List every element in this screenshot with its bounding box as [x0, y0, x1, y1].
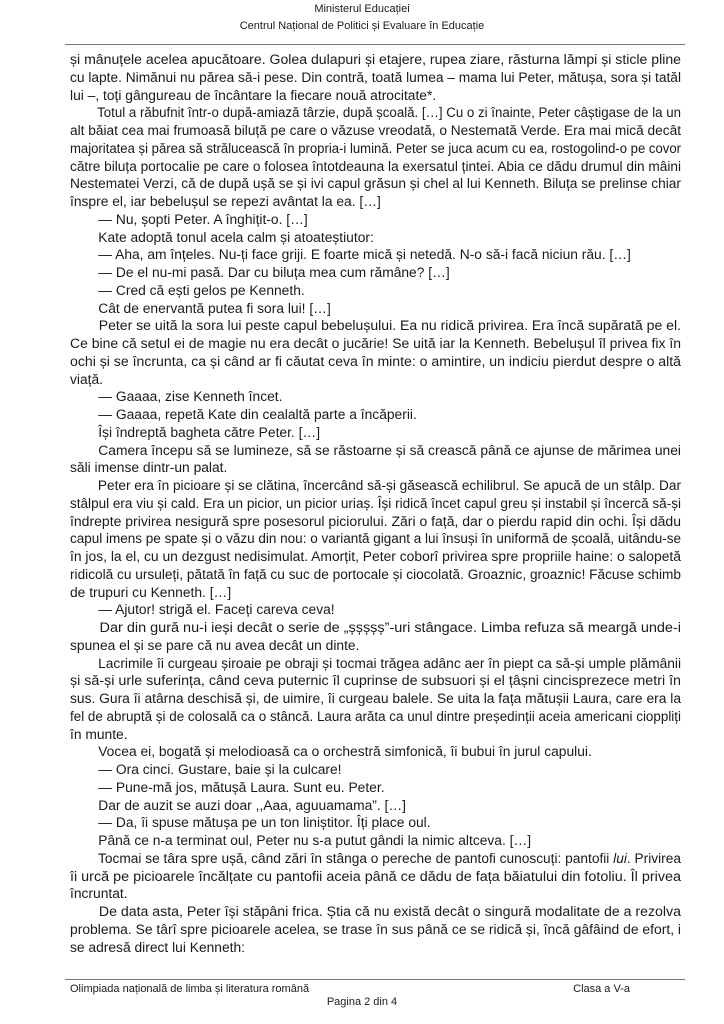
- text-line: către biluța portocalie pe care o folosea întotdeauna la exersatul țintei. Abia ce dădu drumul din mâini: [70, 158, 681, 175]
- text-line: Cât de enervantă putea fi sora lui! […]: [98, 300, 331, 317]
- text-line: majoritatea și părea să strălucească în propria-i lumină. Peter se juca acum cu ea, rostogolind-o pe covor: [70, 140, 681, 157]
- text-line: — Da, îi spuse mătușa pe un ton liniștitor. Îți place oul.: [98, 815, 431, 832]
- text-line: săli imense dintr-un palat.: [70, 460, 228, 477]
- text-line: — Gaaaa, zise Kenneth încet.: [98, 389, 283, 406]
- text-line: cu lapte. Nimănui nu părea să-i pese. Din contră, toată lumea – mama lui Peter, mătușa, sora și tatăl: [70, 69, 681, 86]
- text-line: Nestematei Verzi, că de după ușă se și ivi capul grăsun și chel al lui Kenneth. Biluța se prelinse chiar: [70, 176, 681, 193]
- footer-class: Clasa a V-a: [573, 983, 630, 995]
- text-line: viață.: [70, 371, 104, 388]
- text-line: îndrepte privirea nesigură spre posesorul piciorului. Zări o față, dar o pierdu rapid din ochi. Își dădu: [70, 513, 681, 530]
- page-number: Pagina 2 din 4: [326, 996, 398, 1008]
- text-line: spunea el și se pare că nu avea decât un dinte.: [70, 637, 360, 654]
- text-line: — Ora cinci. Gustare, baie și la culcare!: [98, 762, 342, 778]
- text-line: Peter era în picioare și se clătina, încercând să-și găsească echilibrul. Se apucă de un stâlp. Dar: [97, 478, 682, 494]
- text-line: ochi și se încrunta, ca și când ar fi căutat ceva în minte: o amintire, un indiciu pierdut despre o altă: [70, 353, 681, 370]
- text-line: problema. Se târî spre picioarele acelea, se trase în sus până ce se ridică și, încă gâfâind de efort, i: [70, 921, 681, 938]
- text-line: [70, 851, 681, 869]
- text-line: sus. Gura îi atârna deschisă și, de uimire, îi curgeau balele. Se uita la fața mătușii Laura, care era la: [70, 691, 681, 707]
- text-line: — Aha, am înțeles. Nu-ți face griji. E foarte mică și netedă. N-o să-i facă niciun rău. […]: [98, 247, 631, 264]
- text-line: ridicolă cu ursuleți, pătată în față cu suc de portocale și ciocolată. Groaznic, groaznic! Făcuse schimb: [70, 566, 681, 583]
- text-line: de trupuri cu Kenneth. […]: [70, 584, 232, 601]
- text-line: capul imens pe spate și o văzu din nou: o variantă gigant a lui însuși în uniformă de școală, uitându-se: [70, 531, 681, 548]
- text-segment: Tocmai se târa spre ușă, când zări în stânga o pereche de pantofi cunoscuți: pantofii: [98, 850, 610, 867]
- text-line: Dar de auzit se auzi doar ,,Aaa, aguuamama”. […]: [98, 797, 407, 814]
- text-line: — Gaaaa, repetă Kate din cealaltă parte a încăperii.: [98, 407, 417, 423]
- text-line: — Pune-mă jos, mătușă Laura. Sunt eu. Peter.: [98, 779, 385, 796]
- text-line: încruntat.: [70, 886, 128, 903]
- text-line: îi urcă pe picioarele încălțate cu pantofii aceia până ce dădu de fața băiatului din fotoliu. Îl privea: [70, 868, 681, 885]
- text-line: și mânuțele acelea apucătoare. Golea dulapuri și etajere, rupea ziare, răsturna lămpi și sticle pline: [70, 52, 681, 68]
- text-line: și să-și urle suferința, când ceva puternic îl cuprinse de subsuori și el țâșni cincisprezece metri în: [70, 673, 681, 690]
- header-divider: [65, 44, 685, 45]
- text-line: fel de abruptă și de colosală ca o stâncă. Laura arăta ca unul dintre președinții aceia americani cioppliți: [70, 708, 681, 725]
- text-line: Totul a răbufnit într-o după-amiază târzie, după școală. […] Cu o zi înainte, Peter câștigase de la un: [97, 105, 681, 122]
- text-line: stâlpul era viu și cald. Era un picior, un picior uriaș. Își ridică încet capul greu și instabil și încercă să-și: [70, 495, 681, 512]
- italic-word: lui: [613, 850, 627, 867]
- header-ministry: Ministerul Educației: [314, 3, 410, 15]
- text-line: în jos, la el, cu un dezgust nedisimulat. Amorțit, Peter coborî privirea spre propriile haine: o salopetă: [70, 549, 681, 565]
- text-line: — De el nu-mi pasă. Dar cu biluța mea cum rămâne? […]: [98, 265, 450, 281]
- text-line: Până ce n-a terminat oul, Peter nu s-a putut gândi la nimic altceva. […]: [98, 833, 532, 849]
- text-line: alt băiat cea mai frumoasă biluță pe care o văzuse vreodată, o Nestemată Verde. Era mai mică decât: [70, 123, 681, 139]
- text-line: Vocea ei, bogată și melodioasă ca o orchestră simfonică, îi bubui în jurul capului.: [98, 744, 592, 761]
- text-line: — Cred că ești gelos pe Kenneth.: [98, 282, 305, 299]
- text-line: Peter se uită la sora lui peste capul bebelușului. Ea nu ridică privirea. Era încă supărată pe el.: [98, 318, 681, 335]
- text-line: — Nu, șopti Peter. A înghițit-o. […]: [98, 211, 308, 228]
- text-line: în munte.: [70, 726, 128, 743]
- header-center: Centrul Național de Politici și Evaluare în Educație: [239, 20, 485, 32]
- text-line: înspre el, iar bebelușul se repezi avântat la ea. […]: [70, 194, 381, 210]
- text-line: Dar din gură nu-i ieși decât o serie de „șșșșș”-uri stângace. Limba refuza să meargă unde-i: [99, 620, 682, 636]
- document-body: [70, 52, 681, 957]
- text-line: Kate adoptă tonul acela calm și atoateștiutor:: [98, 229, 374, 246]
- text-segment: . Privirea: [626, 850, 681, 867]
- text-line: Lacrimile îi curgeau șiroaie pe obraji și tocmai trăgea adânc aer în piept ca să-și umple plămânii: [98, 655, 682, 672]
- text-line: Își îndreptă bagheta către Peter. […]: [98, 424, 321, 441]
- text-line: Ce bine că setul ei de magie nu era decât o jucărie! Se uită iar la Kenneth. Bebelușul îl privea fix în: [70, 336, 681, 352]
- text-line: Camera începu să se lumineze, să se răstoarne și să crească până ce ajunse de mărimea unei: [98, 442, 681, 459]
- footer-divider: [65, 979, 685, 980]
- text-line: — Ajutor! strigă el. Faceți careva ceva!: [98, 602, 335, 619]
- footer-olympiad: Olimpiada națională de limba și literatura română: [70, 983, 310, 995]
- text-line: lui –, toți gângureau de încântare la fiecare nouă atrocitate*.: [70, 87, 437, 104]
- text-line: se adresă direct lui Kenneth:: [70, 939, 246, 956]
- text-line: De data asta, Peter își stăpâni frica. Știa că nu există decât o singură modalitate de a rezolva: [98, 904, 682, 920]
